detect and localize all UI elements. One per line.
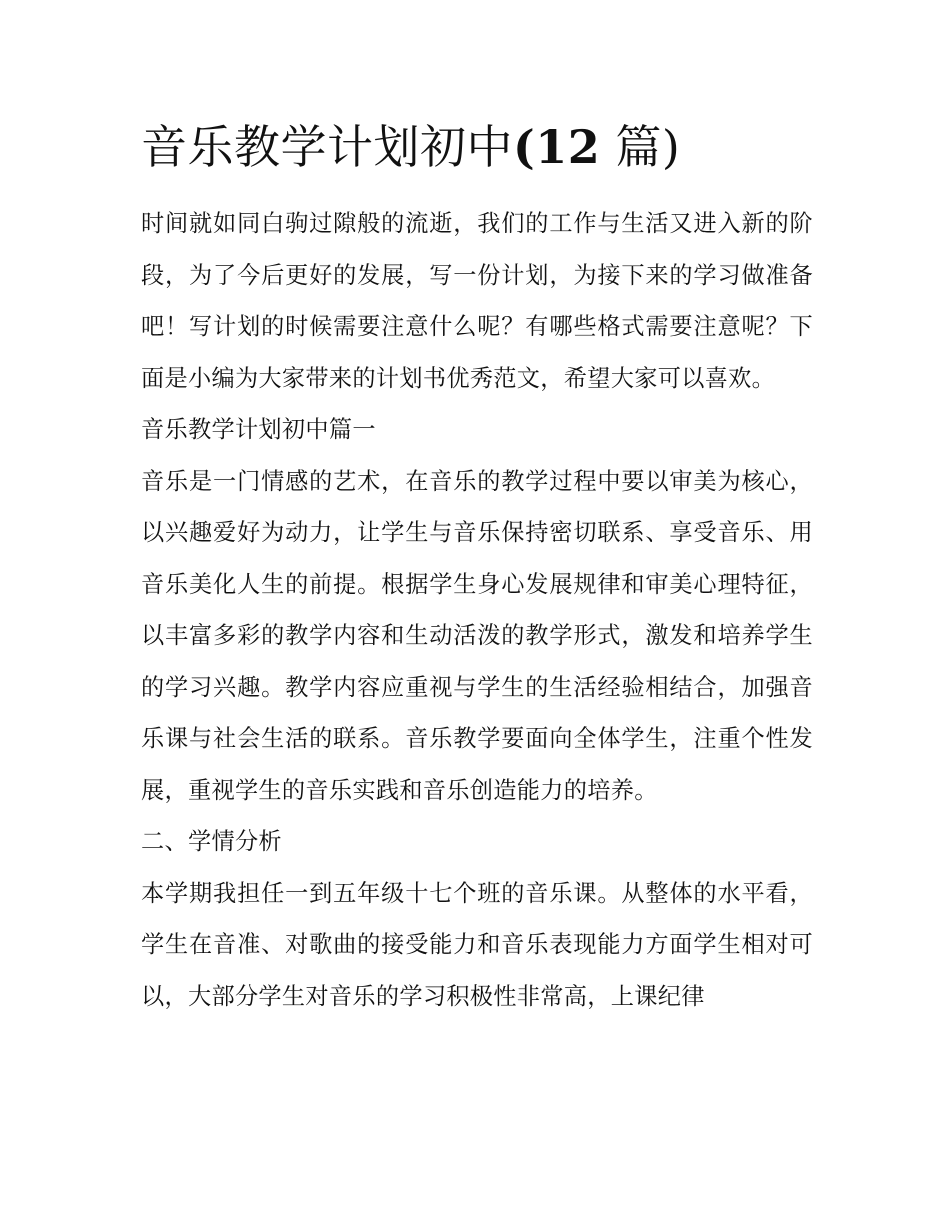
body-paragraph: 本学期我担任一到五年级十七个班的音乐课。从整体的水平看，学生在音准、对歌曲的接受能力和音乐表现能力方面学生相对可以，大部分学生对音乐的学习积极性非常高，上课纪律 — [141, 879, 813, 1010]
section-heading-2: 二、学情分析 — [141, 828, 282, 855]
body-paragraph: 音乐是一门情感的艺术，在音乐的教学过程中要以审美为核心，以兴趣爱好为动力，让学生与音乐保持密切联系、享受音乐、用音乐美化人生的前提。根据学生身心发展规律和审美心理特征，以丰富多彩的教学内容和生动活泼的教学形式，激发和培养学生的学习兴趣。教学内容应重视与学生的生活经验相结合，加强音乐课与社会生活的联系。音乐教学要面向全体学生，注重个性发展，重视学生的音乐实践和音乐创造能力的培养。 — [141, 467, 813, 804]
document-body — [141, 198, 813, 1022]
title-prefix: 音乐教学计划初中 — [141, 120, 513, 174]
title-suffix: 篇) — [600, 120, 681, 174]
title-number: (12 — [513, 120, 601, 174]
document-title — [141, 112, 680, 182]
intro-paragraph: 时间就如同白驹过隙般的流逝，我们的工作与生活又进入新的阶段，为了今后更好的发展，写一份计划，为接下来的学习做准备吧！写计划的时候需要注意什么呢？有哪些格式需要注意呢？下面是小编为大家带来的计划书优秀范文，希望大家可以喜欢。 — [141, 210, 813, 392]
section-heading-1: 音乐教学计划初中篇一 — [141, 416, 376, 443]
